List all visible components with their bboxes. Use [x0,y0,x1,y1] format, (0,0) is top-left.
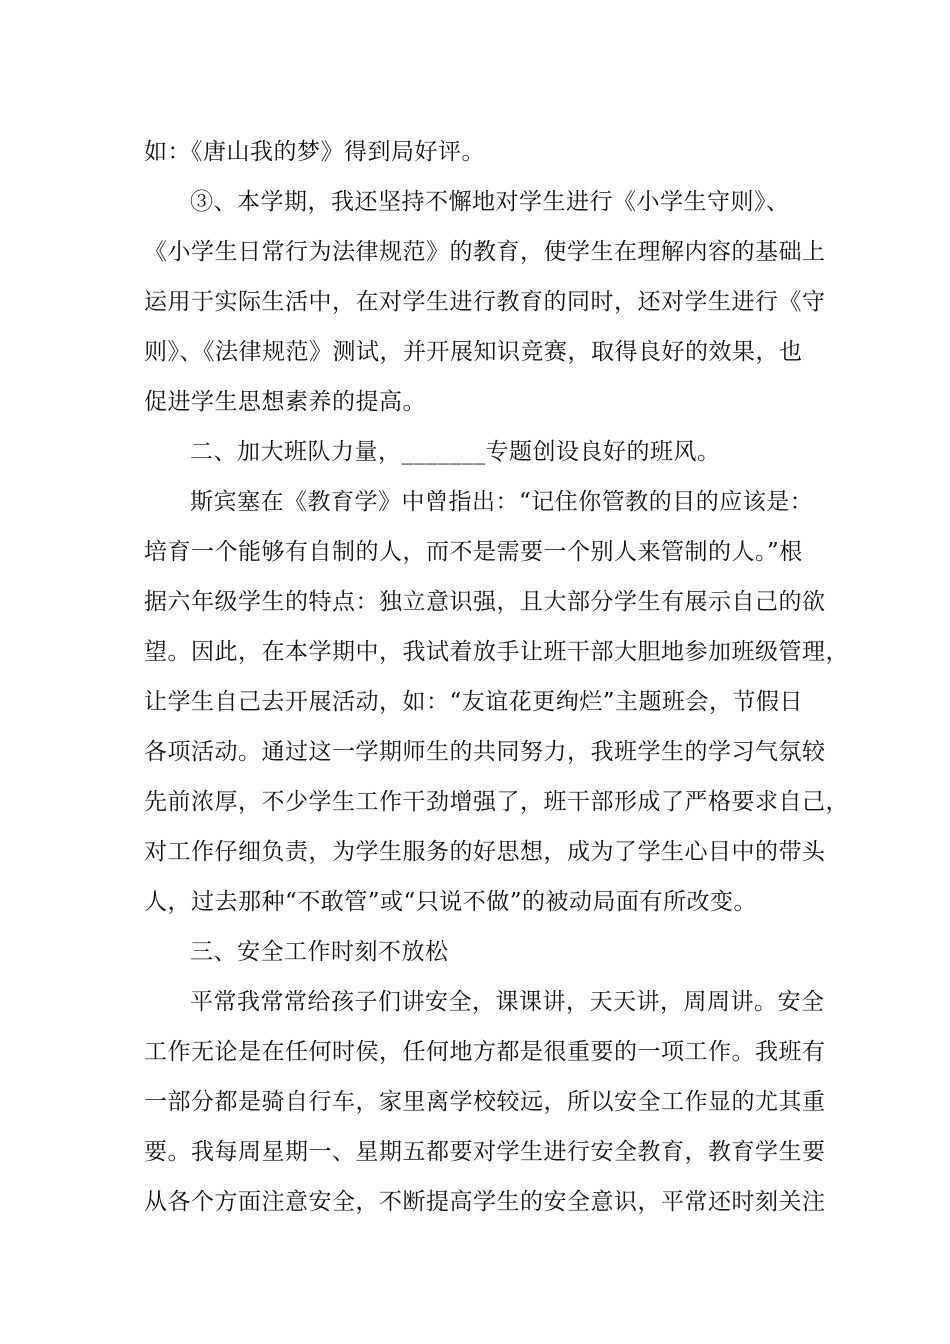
section-heading: 三、安全工作时刻不放松 [190,939,449,965]
text-line: 对工作仔细负责，为学生服务的好思想，成为了学生心目中的带头 [144,839,826,865]
text-line: 让学生自己去开展活动，如：“友谊花更绚烂”主题班会，节假日 [144,689,804,715]
text-line: 先前浓厚，不少学生工作干劲增强了，班干部形成了严格要求自己， [144,789,849,815]
text-line: 则》、《法律规范》测试，并开展知识竞赛，取得良好的效果，也 [144,339,803,365]
text-line: 要。我每周星期一、星期五都要对学生进行安全教育，教育学生要 [144,1139,826,1165]
text-line: 从各个方面注意安全，不断提高学生的安全意识，平常还时刻关注 [144,1189,826,1215]
text-line: 培育一个能够有自制的人，而不是需要一个别人来管制的人。”根 [144,539,803,565]
text-line: 平常我常常给孩子们讲安全，课课讲，天天讲，周周讲。安全 [190,989,825,1015]
text-line: 工作无论是在任何时侯，任何地方都是很重要的一项工作。我班有 [144,1039,826,1065]
text-line: 促进学生思想素养的提高。 [144,389,426,415]
text-line: 如：《唐山我的梦》得到局好评。 [144,139,485,165]
text-line: ③、本学期，我还坚持不懈地对学生进行《小学生守则》、 [190,189,790,215]
text-line: 据六年级学生的特点：独立意识强，且大部分学生有展示自己的欲 [144,589,826,615]
text-line: 《小学生日常行为法律规范》的教育，使学生在理解内容的基础上 [144,239,826,265]
text-line: 斯宾塞在《教育学》中曾指出：“记住你管教的目的应该是： [190,489,814,515]
text-line: 望。因此，在本学期中，我试着放手让班干部大胆地参加班级管理， [144,639,849,665]
text-line: 一部分都是骑自行车，家里离学校较远，所以安全工作显的尤其重 [144,1089,826,1115]
text-line: 人，过去那种“不敢管”或“只说不做”的被动局面有所改变。 [144,889,758,915]
text-line: 各项活动。通过这一学期师生的共同努力，我班学生的学习气氛较 [144,739,826,765]
section-heading: 二、加大班队力量，_______专题创设良好的班风。 [190,439,721,465]
text-line: 运用于实际生活中，在对学生进行教育的同时，还对学生进行《守 [144,289,826,315]
